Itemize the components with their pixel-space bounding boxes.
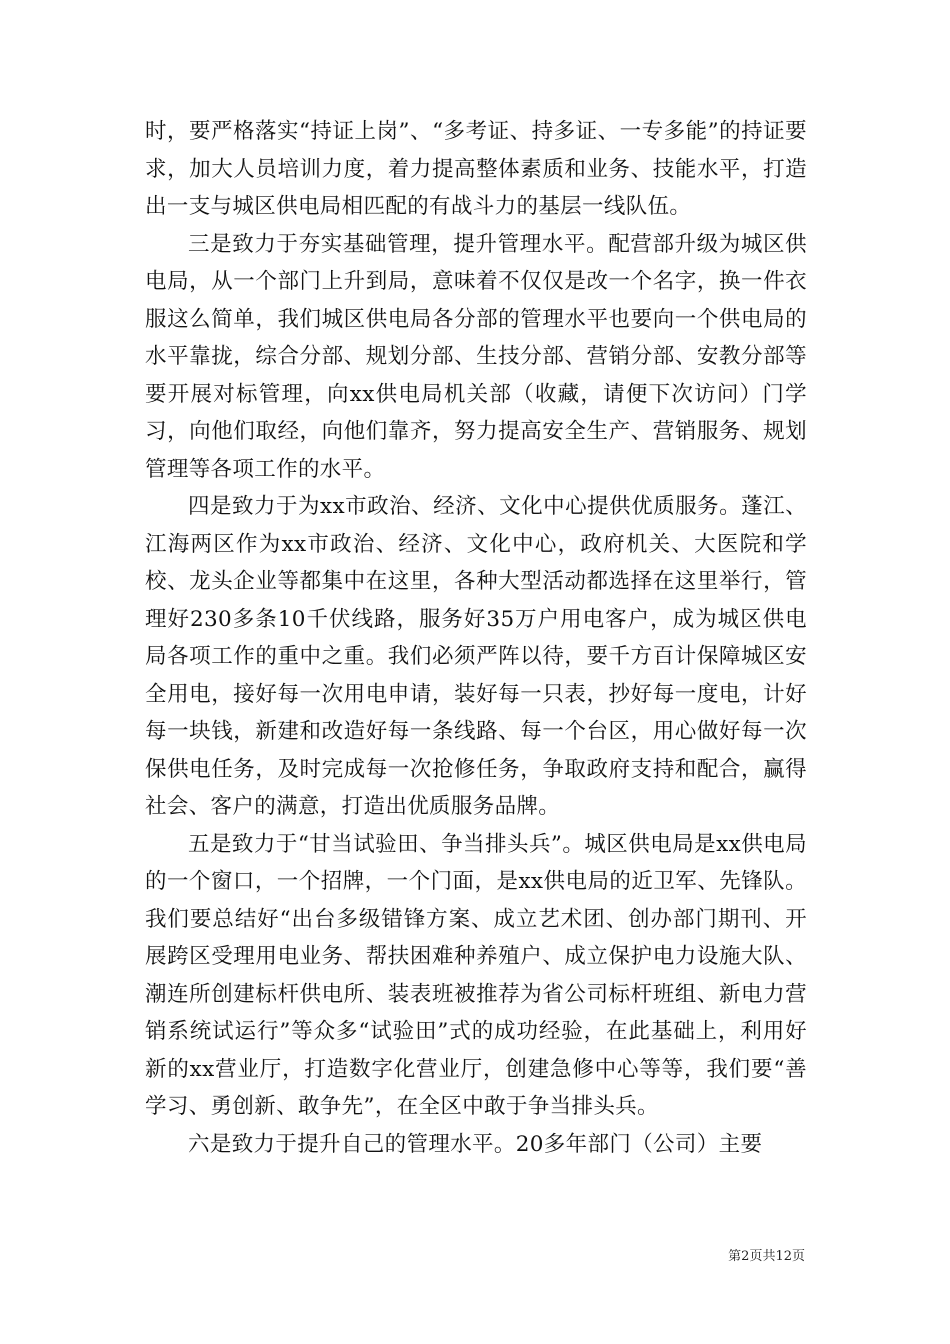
body-text xyxy=(145,113,807,1163)
paragraph-point-five: 五是致力于“甘当试验田、争当排头兵”。城区供电局是xx供电局的一个窗口，一个招牌，一个门面，是xx供电局的近卫军、先锋队。我们要总结好“出台多级错锋方案、成立艺术团、创办部门期刊、开展跨区受理用电业务、帮扶困难种养殖户、成立保护电力设施大队、潮连所创建标杆供电所、装表班被推荐为省公司标杆班组、新电力营销系统试运行”等众多“试验田”式的成功经验，在此基础上，利用好新的xx营业厅，打造数字化营业厅，创建急修中心等等，我们要“善学习、勇创新、敢争先”，在全区中敢于争当排头兵。 xyxy=(145,831,807,1119)
paragraph-point-three: 三是致力于夯实基础管理，提升管理水平。配营部升级为城区供电局，从一个部门上升到局，意味着不仅仅是改一个名字，换一件衣服这么简单，我们城区供电局各分部的管理水平也要向一个供电局的水平靠拢，综合分部、规划分部、生技分部、营销分部、安教分部等要开展对标管理，向xx供电局机关部（收藏，请便下次访问）门学习，向他们取经，向他们靠齐，努力提高安全生产、营销服务、规划管理等各项工作的水平。 xyxy=(145,231,807,482)
paragraph-point-four: 四是致力于为xx市政治、经济、文化中心提供优质服务。蓬江、江海两区作为xx市政治、经济、文化中心，政府机关、大医院和学校、龙头企业等都集中在这里，各种大型活动都选择在这里举行，管理好230多条10千伏线路，服务好35万户用电客户，成为城区供电局各项工作的重中之重。我们必须严阵以待，要千方百计保障城区安全用电，接好每一次用电申请，装好每一只表，抄好每一度电，计好每一块钱，新建和改造好每一条线路、每一个台区，用心做好每一次保供电任务，及时完成每一次抢修任务，争取政府支持和配合，赢得社会、客户的满意，打造出优质服务品牌。 xyxy=(145,494,807,819)
paragraph-point-six: 六是致力于提升自己的管理水平。20多年部门（公司）主要 xyxy=(188,1131,763,1157)
paragraph-continuation: 时，要严格落实“持证上岗”、“多考证、持多证、一专多能”的持证要求，加大人员培训力度，着力提高整体素质和业务、技能水平，打造出一支与城区供电局相匹配的有战斗力的基层一线队伍。 xyxy=(145,119,807,219)
page-number: 第2页共12页 xyxy=(728,1249,805,1264)
